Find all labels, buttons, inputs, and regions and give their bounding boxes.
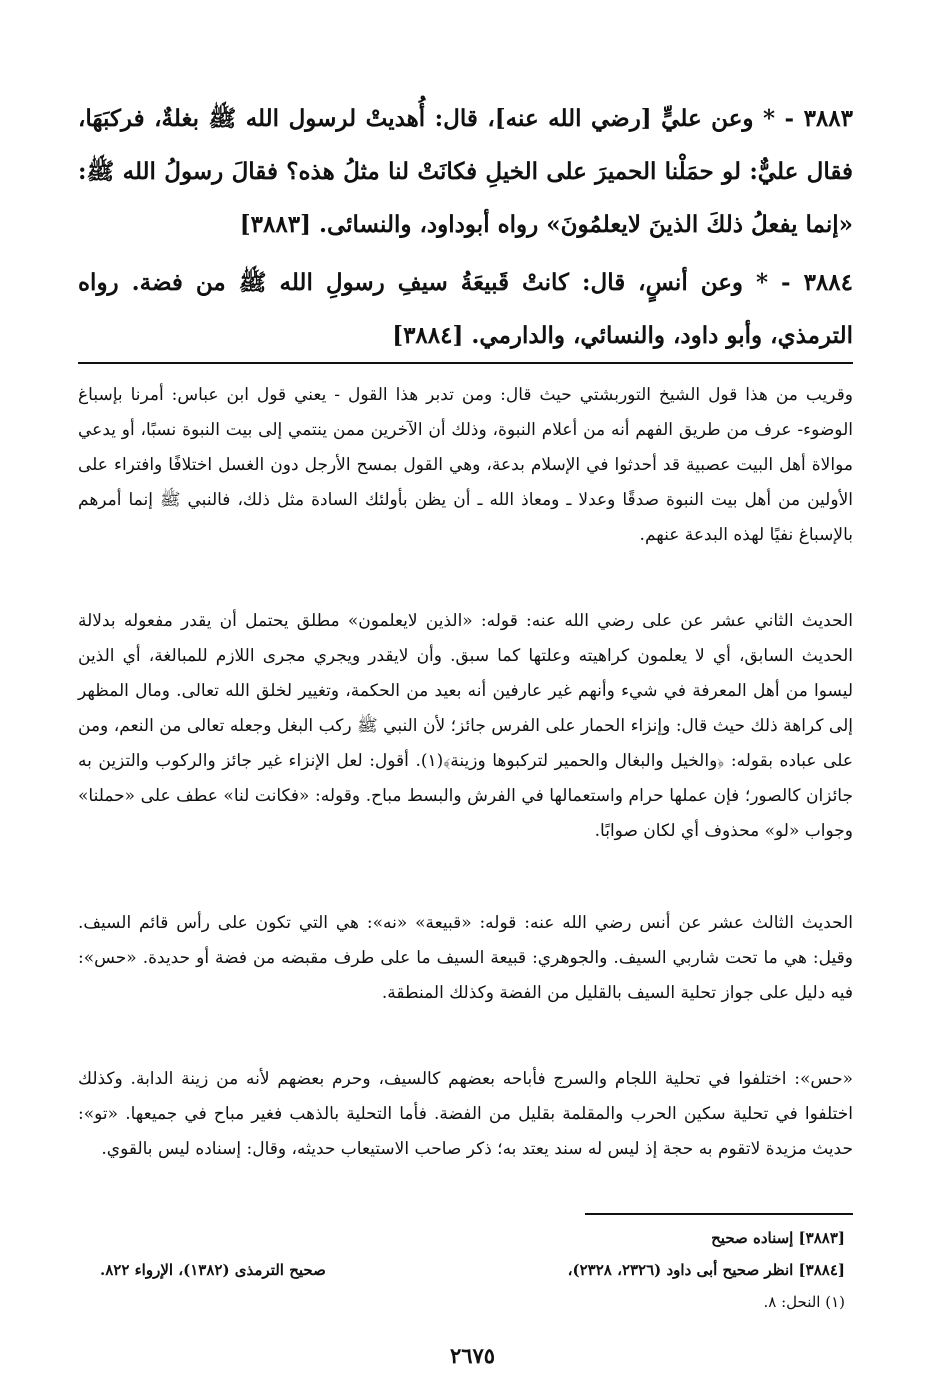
footnote-3883: [٣٨٨٣] إسناده صحيح [711, 1229, 845, 1247]
page-number: ٢٦٧٥ [449, 1343, 496, 1368]
hadith-3883: ٣٨٨٣ - * وعن عليٍّ [رضي الله عنه]، قال: أُهديتْ لرسول الله ﷺ بغلةٌ، فركبَهَا، فقال عليٌّ: لو حمَلْنا الحميرَ على الخيلِ فكانَتْ لنا مثلُ هذه؟ فقالَ رسولُ الله ﷺ: «إنما يفعلُ ذلكَ الذينَ لايعلمُونَ» رواه أبوداود، والنسائى. [٣٨٨٣] [78, 105, 853, 238]
commentary-paragraph: الحديث الثاني عشر عن على رضي الله عنه: قوله: «الذين لايعلمون» مطلق يحتمل أن يقدر مفعوله بدلالة الحديث السابق، أي لا يعلمون كراهيته وعلتها كما سبق. وأن لايقدر ويجري مجرى اللازم للمبالغة، أي الذين ليسوا من أهل المعرفة في شيء وأنهم غير عارفين أنه بعيد من الحكمة، وتغيير لخلق الله تعالى. ومال المظهر إلى كراهة ذلك حيث قال: وإنزاء الحمار على الفرس جائز؛ لأن النبي ﷺ ركب البغل وجعله تعالى من النعم، ومن على عباده بقوله: ﴿والخيل والبغال والحمير لتركبوها وزينة﴾(١). أقول: لعل الإنزاء غير جائز والركوب والتزين به جائزان كالصور؛ فإن عملها حرام واستعمالها في الفرش والبسط مباح. وقوله: «فكانت لنا» عطف على «حملنا» وجواب «لو» محذوف أي لكان صوابًا. [78, 611, 853, 841]
footnote-divider [585, 1213, 853, 1215]
commentary-paragraph: «حس»: اختلفوا في تحلية اللجام والسرج فأباحه بعضهم كالسيف، وحرم بعضهم لأنه من زينة الدابة. وكذلك اختلفوا في تحلية سكين الحرب والمقلمة بقليل من الفضة. فأما التحلية بالذهب فغير مباح في جميعها. «تو»: حديث مزيدة لاتقوم به حجة إذ ليس له سند يعتد به؛ ذكر صاحب الاستيعاب حديثه، وقال: إسناده ليس بالقوي. [78, 1069, 853, 1159]
footnote-3884 [100, 1254, 845, 1286]
hadith-3884: ٣٨٨٤ - * وعن أنسٍ، قال: كانتْ قَبيعَةُ سيفِ رسولِ الله ﷺ من فضة. رواه الترمذي، وأبو داود، والنسائي، والدارمي. [٣٨٨٤] [78, 269, 853, 349]
commentary-paragraph: وقريب من هذا قول الشيخ التوربشتي حيث قال: ومن تدبر هذا القول - يعني قول ابن عباس: أمرنا بإسباغ الوضوء- عرف من طريق الفهم أنه من أعلام النبوة، وذلك أن الآخرين ممن ينتمي إلى بيت النبوة نسبًا، أو يدعي موالاة أهل البيت عصبية قد أحدثوا في الإسلام بدعة، وهي القول بمسح الأرجل دون الغسل اختلافًا وافتراء على الأولين من أهل بيت النبوة صدقًا وعدلا ـ ومعاذ الله ـ أن يظن بأولئك السادة مثل ذلك، فالنبي ﷺ إنما أمرهم بالإسباغ نفيًا لهذه البدعة عنهم. [78, 385, 853, 545]
footnote-3884-tirmidhi: صحيح الترمذى (١٣٨٢)، الإرواء ٨٢٢. [100, 1261, 326, 1279]
footnotes [100, 1222, 845, 1318]
footnote-3884-abudawud: [٣٨٨٤] انظر صحيح أبى داود (٢٣٢٦، ٢٣٢٨)، [567, 1261, 845, 1279]
commentary-paragraph: الحديث الثالث عشر عن أنس رضي الله عنه: قوله: «قبيعة» «نه»: هي التي تكون على رأس قائم السيف. وقيل: هي ما تحت شاربي السيف. والجوهري: قبيعة السيف ما على طرف مقبضه من فضة أو حديدة. «حس»: فيه دليل على جواز تحلية السيف بالقليل من الفضة وكذلك المنطقة. [78, 913, 853, 1003]
main-divider [78, 362, 853, 364]
footnote-1: (١) النحل: ٨. [763, 1293, 845, 1311]
